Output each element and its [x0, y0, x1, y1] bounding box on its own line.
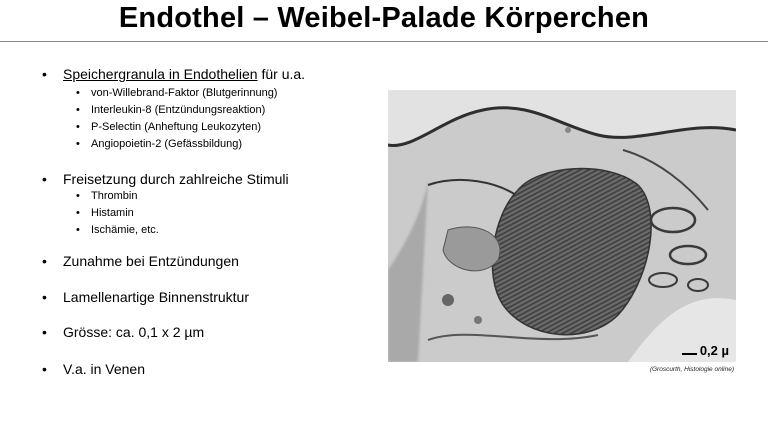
sub-bullet-text: Interleukin-8 (Entzündungsreaktion) [91, 104, 266, 116]
sub-bullet-text: P-Selectin (Anheftung Leukozyten) [91, 121, 261, 133]
bullet-dot: • [42, 253, 47, 269]
bullet-text: Freisetzung durch zahlreiche Stimuli [63, 171, 289, 187]
sub-bullet-text: von-Willebrand-Faktor (Blutgerinnung) [91, 87, 278, 99]
scale-bar-label: 0,2 µ [697, 343, 732, 358]
sub-bullet-text: Thrombin [91, 190, 138, 202]
bullet-text: für u.a. [257, 66, 306, 82]
image-credit: (Groscurth, Histologie online) [649, 366, 734, 373]
bullet-text-underlined: Speichergranula in Endothelien [63, 66, 258, 82]
electron-micrograph [388, 90, 736, 362]
bullet-dot: • [42, 289, 47, 305]
bullet-text: Grösse: ca. 0,1 x 2 µm [63, 324, 205, 340]
sub-bullet-text: Angiopoietin-2 (Gefässbildung) [91, 138, 243, 150]
bullet-text: Lamellenartige Binnenstruktur [63, 289, 249, 305]
bullet-text: Zunahme bei Entzündungen [63, 253, 239, 269]
bullet-text: V.a. in Venen [63, 361, 146, 377]
bullet-dot: • [42, 324, 47, 340]
bullet-dot: • [42, 171, 47, 187]
title-divider [0, 41, 768, 42]
bullet-dot: • [42, 66, 47, 82]
sub-bullet-text: Ischämie, etc. [91, 224, 159, 236]
micrograph-illustration [388, 90, 736, 362]
slide-title: Endothel – Weibel-Palade Körperchen [118, 2, 650, 34]
bullet-dot: • [42, 361, 47, 377]
sub-bullet-text: Histamin [91, 207, 134, 219]
